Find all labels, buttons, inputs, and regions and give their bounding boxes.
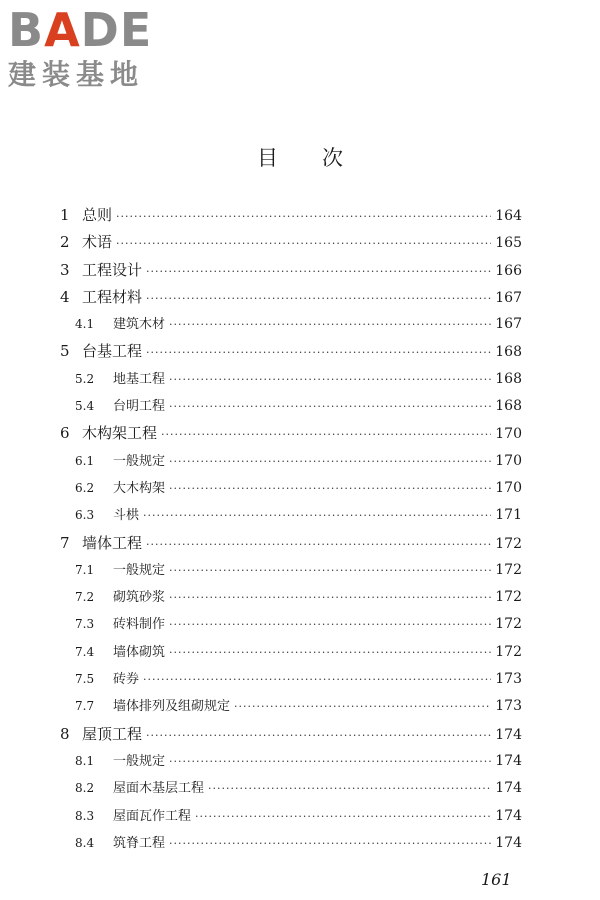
toc-entry-page: 167 (495, 316, 522, 333)
toc-entry-number: 2 (60, 233, 70, 252)
toc-entry-number: 1 (60, 206, 70, 224)
toc-entry-number: 8 (60, 724, 70, 743)
toc-entry-number: 8.4 (75, 835, 95, 850)
toc-entry-label: 墙体砌筑 (113, 644, 166, 660)
toc-subentry[interactable] (60, 477, 522, 504)
toc-entry-label: 台明工程 (113, 399, 166, 415)
toc-entry-page: 170 (495, 426, 522, 443)
toc-entry-number: 5 (60, 342, 70, 361)
toc-subentry[interactable] (60, 750, 522, 777)
toc-entry[interactable] (60, 532, 522, 559)
toc-subentry[interactable] (60, 641, 522, 668)
logo-wordmark: BADE (8, 3, 153, 57)
toc-entry-page: 172 (495, 616, 522, 633)
toc-entry-number: 7.2 (75, 590, 95, 605)
toc-leader-dots (146, 729, 491, 742)
toc-entry-label: 工程材料 (82, 287, 143, 306)
toc-entry-page: 174 (495, 834, 522, 851)
toc-entry-number: 4.1 (75, 317, 95, 332)
toc-entry-number: 7.7 (75, 699, 95, 714)
toc-entry-number: 6 (60, 424, 70, 443)
toc-subentry[interactable] (60, 777, 522, 804)
toc-entry[interactable] (60, 204, 522, 231)
toc-entry-number: 3 (60, 260, 70, 279)
toc-subentry[interactable] (60, 450, 522, 477)
toc-entry-page: 173 (495, 698, 522, 715)
toc-leader-dots (146, 292, 491, 305)
toc-entry[interactable] (60, 340, 522, 367)
page-title: 目次 (257, 146, 387, 170)
toc-entry-page: 174 (495, 752, 522, 769)
toc-leader-dots (116, 210, 491, 223)
toc-entry-page: 164 (495, 208, 522, 224)
toc-entry-number: 6.2 (75, 480, 95, 495)
toc-entry-page: 168 (495, 370, 522, 387)
toc-leader-dots (234, 700, 491, 713)
toc-entry-label: 墙体工程 (82, 533, 143, 552)
toc-leader-dots (169, 837, 491, 850)
toc-entry-label: 一般规定 (113, 562, 166, 578)
toc-entry-page: 171 (495, 507, 522, 524)
toc-entry-number: 4 (60, 287, 70, 306)
toc-entry-page: 174 (495, 807, 522, 824)
toc-entry-number: 7.3 (75, 617, 95, 632)
toc-subentry[interactable] (60, 504, 522, 531)
toc-entry-label: 筑脊工程 (113, 835, 166, 851)
brand-logo (8, 4, 152, 92)
toc-entry-number: 7.1 (75, 562, 95, 577)
toc-subentry[interactable] (60, 695, 522, 722)
toc-entry-number: 8.2 (75, 781, 95, 796)
toc-leader-dots (169, 318, 491, 331)
toc-entry-label: 建筑木材 (113, 317, 166, 333)
toc-entry-page: 168 (495, 398, 522, 415)
toc-entry-page: 172 (495, 589, 522, 606)
toc-leader-dots (169, 646, 491, 659)
toc-leader-dots (169, 373, 491, 386)
toc-entry-label: 砖券 (113, 672, 140, 688)
toc-entry-page: 174 (495, 726, 522, 743)
toc-entry-label: 木构架工程 (82, 424, 158, 443)
toc-leader-dots (146, 538, 491, 551)
toc-entry-number: 7.5 (75, 672, 95, 687)
toc-entry[interactable] (60, 286, 522, 313)
toc-entry-number: 7.4 (75, 644, 95, 659)
toc-entry-number: 6.1 (75, 453, 95, 468)
toc-subentry[interactable] (60, 832, 522, 859)
toc-entry-label: 砖料制作 (113, 617, 166, 633)
toc-entry-label: 工程设计 (82, 260, 143, 279)
logo-accent-letter: A (44, 3, 81, 57)
toc-entry-page: 166 (495, 262, 522, 279)
logo-subtitle: 建装基地 (8, 58, 145, 91)
toc-entry-label: 一般规定 (113, 453, 166, 469)
toc-subentry[interactable] (60, 559, 522, 586)
toc-leader-dots (161, 428, 491, 441)
toc-subentry[interactable] (60, 668, 522, 695)
toc-subentry[interactable] (60, 805, 522, 832)
toc-leader-dots (169, 400, 491, 413)
toc-entry[interactable] (60, 231, 522, 258)
toc-entry-number: 7 (60, 533, 70, 552)
toc-entry-page: 172 (495, 643, 522, 660)
toc-entry-label: 墙体排列及组砌规定 (113, 699, 231, 715)
toc-subentry[interactable] (60, 395, 522, 422)
toc-entry-label: 总则 (82, 206, 113, 224)
toc-leader-dots (169, 618, 491, 631)
toc-leader-dots (169, 564, 491, 577)
toc-leader-dots (146, 346, 491, 359)
toc-subentry[interactable] (60, 368, 522, 395)
toc-entry[interactable] (60, 259, 522, 286)
toc-entry-number: 8.3 (75, 808, 95, 823)
table-of-contents (60, 204, 522, 859)
toc-entry[interactable] (60, 723, 522, 750)
toc-leader-dots (195, 810, 491, 823)
toc-entry-label: 大木构架 (113, 480, 166, 496)
toc-subentry[interactable] (60, 613, 522, 640)
toc-subentry[interactable] (60, 313, 522, 340)
toc-entry-label: 屋面木基层工程 (113, 781, 205, 797)
toc-leader-dots (169, 482, 491, 495)
toc-leader-dots (143, 509, 491, 522)
toc-entry-label: 台基工程 (82, 342, 143, 361)
toc-leader-dots (116, 237, 491, 250)
toc-entry-label: 砌筑砂浆 (113, 590, 166, 606)
toc-entry-label: 屋面瓦作工程 (113, 808, 192, 824)
toc-leader-dots (169, 455, 491, 468)
toc-entry-number: 8.1 (75, 753, 95, 768)
toc-entry-page: 170 (495, 479, 522, 496)
toc-entry-page: 168 (495, 344, 522, 361)
toc-entry-label: 地基工程 (113, 371, 166, 387)
toc-leader-dots (143, 673, 491, 686)
toc-entry-page: 174 (495, 780, 522, 797)
toc-leader-dots (208, 782, 491, 795)
toc-entry-label: 术语 (82, 233, 113, 252)
toc-entry-label: 斗栱 (113, 508, 140, 524)
toc-entry-number: 5.2 (75, 371, 95, 386)
toc-leader-dots (169, 591, 491, 604)
toc-entry-page: 170 (495, 452, 522, 469)
toc-entry-number: 6.3 (75, 508, 95, 523)
toc-entry-page: 167 (495, 289, 522, 306)
toc-entry-label: 一般规定 (113, 753, 166, 769)
toc-entry[interactable] (60, 422, 522, 449)
toc-entry-page: 165 (495, 235, 522, 252)
page-number: 161 (481, 870, 512, 889)
toc-subentry[interactable] (60, 586, 522, 613)
toc-entry-number: 5.4 (75, 399, 95, 414)
toc-entry-page: 172 (495, 535, 522, 552)
toc-leader-dots (169, 755, 491, 768)
toc-entry-label: 屋顶工程 (82, 724, 143, 743)
toc-entry-page: 173 (495, 671, 522, 688)
toc-leader-dots (146, 265, 491, 278)
toc-entry-page: 172 (495, 561, 522, 578)
